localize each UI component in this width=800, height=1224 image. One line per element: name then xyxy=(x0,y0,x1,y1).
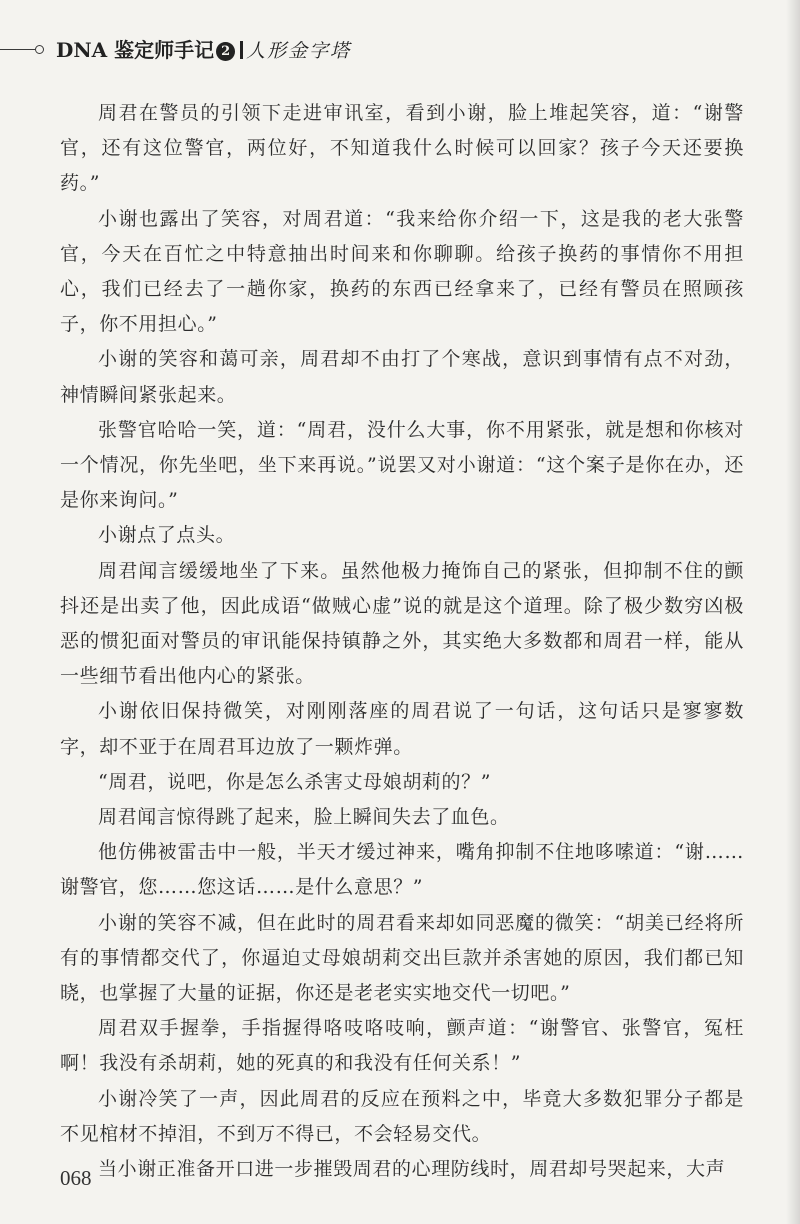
paragraph: 周君在警员的引领下走进审讯室，看到小谢，脸上堆起笑容，道：“谢警官，还有这位警官，两位好，不知道我什么时候可以回家？孩子今天还要换药。” xyxy=(60,102,744,195)
paragraph: 张警官哈哈一笑，道：“周君，没什么大事，你不用紧张，就是想和你核对一个情况，你先坐吧，坐下来再说。”说罢又对小谢道：“这个案子是你在办，还是你来询问。” xyxy=(60,418,744,512)
paragraph: “周君，说吧，你是怎么杀害丈母娘胡莉的？” xyxy=(98,770,492,793)
paragraph: 小谢的笑容不减，但在此时的周君看来却如同恶魔的微笑：“胡美已经将所有的事情都交代了，你逼迫丈母娘胡莉交出巨款并杀害她的原因，我们都已知晓，也掌握了大量的证据，你还是老老实实地交代一切吧。” xyxy=(60,911,744,1005)
volume-number-badge: 2 xyxy=(216,42,235,61)
page-edge-shadow xyxy=(786,0,800,1224)
header-circle-ornament xyxy=(35,45,44,54)
page-number: 068 xyxy=(60,1166,92,1190)
paragraph: 当小谢正准备开口进一步摧毁周君的心理防线时，周君却号哭起来，大声 xyxy=(98,1158,726,1181)
paragraph: 小谢冷笑了一声，因此周君的反应在预料之中，毕竟大多数犯罪分子都是不见棺材不掉泪，不到万不得已，不会轻易交代。 xyxy=(60,1087,744,1145)
paragraph: 周君双手握拳，手指握得咯吱咯吱响，颤声道：“谢警官、张警官，冤枉啊！我没有杀胡莉，她的死真的和我没有任何关系！” xyxy=(60,1017,744,1075)
paragraph: 小谢点了点头。 xyxy=(98,524,236,547)
paragraph: 周君闻言缓缓地坐了下来。虽然他极力掩饰自己的紧张，但抑制不住的颤抖还是出卖了他，因此成语“做贼心虚”说的就是这个道理。除了极少数穷凶极恶的惯犯面对警员的审讯能保持镇静之外，其实绝大多数都和周君一样，能从一些细节看出他内心的紧张。 xyxy=(60,559,744,688)
book-title xyxy=(56,36,351,65)
paragraph: 小谢依旧保持微笑，对刚刚落座的周君说了一句话，这句话只是寥寥数字，却不亚于在周君耳边放了一颗炸弹。 xyxy=(60,700,744,758)
paragraph: 小谢的笑容和蔼可亲，周君却不由打了个寒战，意识到事情有点不对劲，神情瞬间紧张起来。 xyxy=(60,348,744,406)
book-title-text: DNA 鉴定师手记 xyxy=(56,38,215,62)
running-header xyxy=(0,36,800,66)
paragraph: 周君闻言惊得跳了起来，脸上瞬间失去了血色。 xyxy=(98,806,510,829)
paragraph: 小谢也露出了笑容，对周君道：“我来给你介绍一下，这是我的老大张警官，今天在百忙之中特意抽出时间来和你聊聊。给孩子换药的事情你不用担心，我们已经去了一趟你家，换药的东西已经拿来了，已经有警员在照顾孩子，你不用担心。” xyxy=(60,207,744,336)
header-rule xyxy=(0,49,36,50)
book-subtitle: 人形金字塔 xyxy=(246,40,352,62)
page-body xyxy=(60,96,744,1187)
header-separator xyxy=(240,41,243,59)
paragraph: 他仿佛被雷击中一般，半天才缓过神来，嘴角抑制不住地哆嗦道：“谢……谢警官，您……您这话……是什么意思？” xyxy=(60,841,744,899)
